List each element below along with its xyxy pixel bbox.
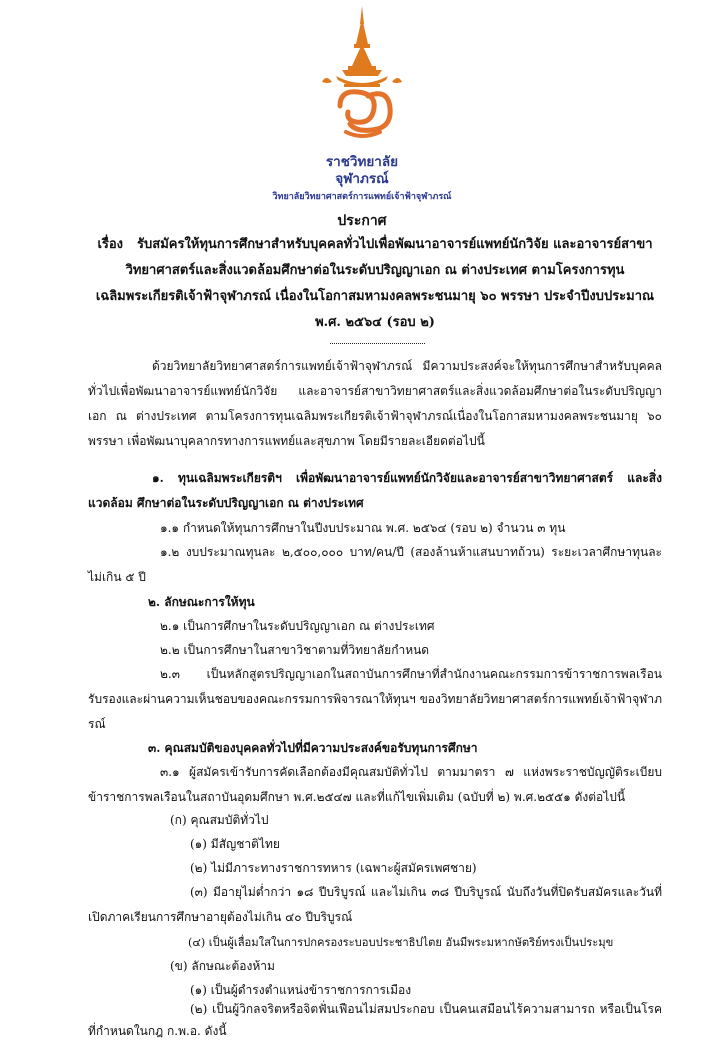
qualification-a-3: (๓) มีอายุไม่ต่ำกว่า ๑๘ ปีบริบูรณ์ และไม่เกิน ๓๘ ปีบริบูรณ์ นับถึงวันที่ปิดรับสมัครและวันที่เปิดภาคเรียนการศึกษาอายุต้องไม่เกิน ๔๐ ปีบริบูรณ์ <box>88 885 662 924</box>
section-2-heading: ๒. ลักษณะการให้ทุน <box>148 595 255 609</box>
divider <box>330 343 425 344</box>
announcement-subject <box>95 232 655 336</box>
qualification-a-2: (๒) ไม่มีภาระทางราชการทหาร (เฉพาะผู้สมัครเพศชาย) <box>190 861 477 875</box>
qualification-a-4: (๔) เป็นผู้เลื่อมใสในการปกครองระบอบประชาธิปไตย อันมีพระมหากษัตริย์ทรงเป็นประมุข <box>188 936 614 949</box>
institution-name-line2: จุฬาภรณ์ <box>335 171 389 187</box>
section-2-2: ๒.๒ เป็นการศึกษาในสาขาวิชาตามที่วิทยาลัยกำหนด <box>160 643 430 657</box>
header <box>0 4 724 203</box>
section-1-2: ๑.๒ งบประมาณทุนละ ๒,๕๐๐,๐๐๐ บาท/คน/ปี (สองล้านห้าแสนบาทถ้วน) ระยะเวลาศึกษาทุนละไม่เกิน ๕ ปี <box>88 545 662 584</box>
qualification-a-1: (๑) มีสัญชาติไทย <box>190 837 280 851</box>
announcement-title: ประกาศ <box>337 213 387 229</box>
institution-full-name: วิทยาลัยวิทยาศาสตร์การแพทย์เจ้าฟ้าจุฬาภรณ์ <box>272 192 452 202</box>
section-3-heading: ๓. คุณสมบัติของบุคคลทั่วไปที่มีความประสงค์ขอรับทุนการศึกษา <box>148 741 478 755</box>
section-2-1: ๒.๑ เป็นการศึกษาในระดับปริญญาเอก ณ ต่างประเทศ <box>160 619 435 633</box>
subject-label: เรื่อง <box>97 237 124 252</box>
prohibition-b-2: (๒) เป็นผู้วิกลจริตหรือจิตฟั่นเฟือนไม่สมประกอบ เป็นคนเสมือนไร้ความสามารถ หรือเป็นโรคที่กำหนดในกฎ ก.พ.อ. ดังนี้ <box>88 1002 662 1038</box>
institution-name-line1: ราชวิทยาลัย <box>325 154 399 170</box>
section-2-3: ๒.๓ เป็นหลักสูตรปริญญาเอกในสถาบันการศึกษาที่สำนักงานคณะกรรมการข้าราชการพลเรือนรับรองและผ่านความเห็นชอบของคณะกรรมการพิจารณาให้ทุนฯ ของวิทยาลัยวิทยาศาสตร์การแพทย์เจ้าฟ้าจุฬาภรณ์ <box>88 667 662 731</box>
section-1-1: ๑.๑ กำหนดให้ทุนการศึกษาในปีงบประมาณ พ.ศ. ๒๕๖๔ (รอบ ๒) จำนวน ๓ ทุน <box>160 521 566 535</box>
intro-paragraph: ด้วยวิทยาลัยวิทยาศาสตร์การแพทย์เจ้าฟ้าจุฬาภรณ์ มีความประสงค์จะให้ทุนการศึกษาสำหรับบุคคลทั่วไปเพื่อพัฒนาอาจารย์แพทย์นักวิจัย และอาจารย์สาขาวิทยาศาสตร์และสิ่งแวดล้อมศึกษาต่อในระดับปริญญาเอก ณ ต่างประเทศ ตามโครงการทุนเฉลิมพระเกียรติเจ้าฟ้าจุฬาภรณ์เนื่องในโอกาสมหามงคลพระชนมายุ ๖๐ พรรษา เพื่อพัฒนาบุคลากรทางการแพทย์และสุขภาพ โดยมีรายละเอียดต่อไปนี้ <box>88 359 662 448</box>
prohibition-b-1: (๑) เป็นผู้ดำรงตำแหน่งข้าราชการการเมือง <box>190 983 412 997</box>
subject-text: รับสมัครให้ทุนการศึกษาสำหรับบุคคลทั่วไปเพื่อพัฒนาอาจารย์แพทย์นักวิจัย และอาจารย์สาขาวิทยาศาสตร์และสิ่งแวดล้อมศึกษาต่อในระดับปริญญาเอก ณ ต่างประเทศ ตามโครงการทุนเฉลิมพระเกียรติเจ้าฟ้าจุฬาภรณ์ เนื่องในโอกาสมหามงคลพระชนมายุ ๖๐ พรรษา ประจำปีงบประมาณ พ.ศ. ๒๕๖๔ (รอบ ๒) <box>95 237 655 330</box>
section-3-1: ๓.๑ ผู้สมัครเข้ารับการคัดเลือกต้องมีคุณสมบัติทั่วไป ตามมาตรา ๗ แห่งพระราชบัญญัติระเบียบข้าราชการพลเรือนในสถาบันอุดมศึกษา พ.ศ.๒๕๔๗ และที่แก้ไขเพิ่มเติม (ฉบับที่ ๒) พ.ศ.๒๕๕๑ ดังต่อไปนี้ <box>88 765 662 804</box>
prohibition-b-heading: (ข) ลักษณะต้องห้าม <box>170 959 275 973</box>
cra-crest-logo <box>302 4 422 154</box>
qualification-a-heading: (ก) คุณสมบัติทั่วไป <box>170 813 269 827</box>
section-1-heading: ๑. ทุนเฉลิมพระเกียรติฯ เพื่อพัฒนาอาจารย์แพทย์นักวิจัยและอาจารย์สาขาวิทยาศาสตร์ และสิ่งแวดล้อม ศึกษาต่อในระดับปริญญาเอก ณ ต่างประเทศ <box>88 471 662 510</box>
